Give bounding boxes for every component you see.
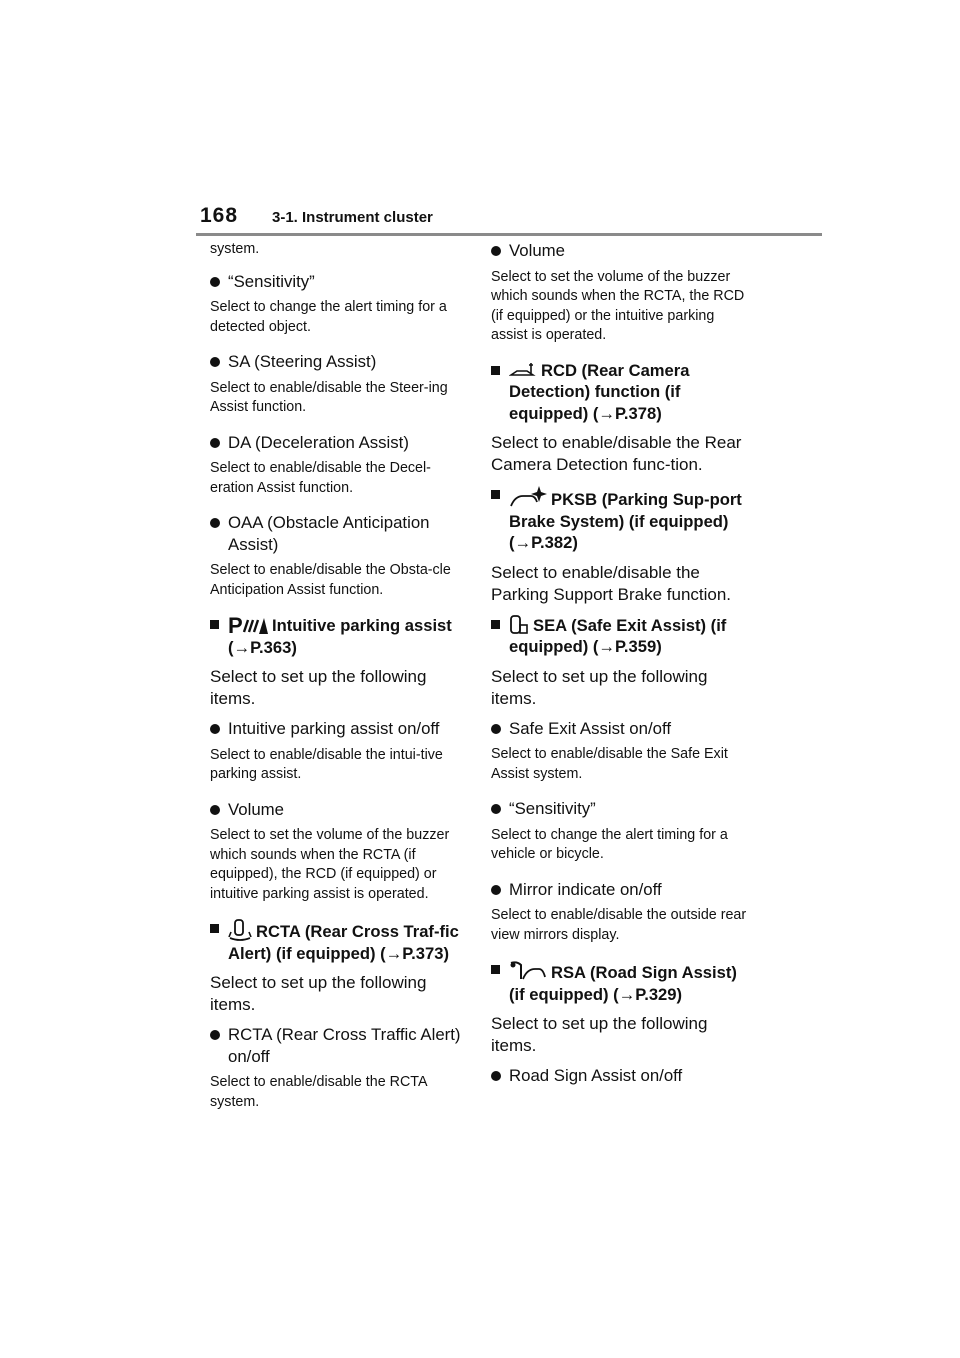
heading-rcta [210, 918, 472, 964]
description: Select to enable/disable the Obsta-cle Anticipation Assist function. [210, 562, 451, 598]
heading-text: Intuitive parking assist (→P.363) [228, 616, 452, 657]
square-bullet [491, 965, 500, 974]
heading-text: RCTA (Rear Cross Traf-fic Alert) (if equipped) (→P.373) [228, 922, 459, 963]
heading-intuitive-parking [210, 614, 472, 658]
square-bullet [210, 924, 219, 933]
description: Select to change the alert timing for a vehicle or bicycle. [491, 826, 728, 862]
body-text: Select to set up the following items. [210, 667, 427, 708]
heading-text: RSA (Road Sign Assist) (if equipped) (→P.329) [509, 963, 737, 1004]
description: Select to enable/disable the Decel-eration Assist function. [210, 460, 431, 496]
svg-text:P: P [228, 614, 243, 636]
description: Select to set the volume of the buzzer which sounds when the RCTA (if equipped), the RCD (if equipped) or intuitive parking assist is operated. [210, 827, 450, 902]
bullet-intuitive-parking-onoff: Intuitive parking assist on/off [210, 718, 472, 740]
bullet-volume: Volume [210, 799, 472, 821]
parking-assist-icon [228, 614, 268, 636]
body-text: Select to set up the following items. [491, 666, 708, 708]
right-column [491, 240, 753, 1093]
square-bullet [491, 366, 500, 375]
body-text: Select to set up the following items. [210, 973, 427, 1014]
header-rule [196, 233, 822, 236]
description: Select to enable/disable the RCTA system. [210, 1074, 427, 1110]
description: Select to enable/disable the Steer-ing Assist function. [210, 379, 448, 415]
page-number: 168 [200, 204, 239, 227]
square-bullet [210, 620, 219, 629]
description: Select to enable/disable the Safe Exit Assist system. [491, 746, 728, 782]
bullet-sea-onoff: Safe Exit Assist on/off [491, 718, 753, 740]
description: Select to change the alert timing for a detected object. [210, 299, 447, 335]
description: Select to enable/disable the outside rear view mirrors display. [491, 907, 747, 943]
heading-rcd [491, 360, 753, 425]
description: system. [210, 241, 260, 257]
left-column [210, 240, 472, 1126]
rsa-icon [509, 959, 547, 983]
body-text: Select to enable/disable the Parking Support Brake function. [491, 562, 732, 604]
heading-rsa [491, 959, 753, 1005]
sea-icon [509, 614, 529, 636]
bullet-rsa-onoff: Road Sign Assist on/off [491, 1065, 753, 1087]
square-bullet [491, 620, 500, 629]
body-text: Select to set up the following items. [491, 1014, 708, 1055]
bullet-sensitivity: “Sensitivity” [210, 271, 472, 293]
rcd-icon [509, 361, 537, 381]
description: Select to enable/disable the intui-tive parking assist. [210, 746, 443, 782]
bullet-deceleration-assist: DA (Deceleration Assist) [210, 432, 472, 454]
square-bullet [491, 490, 500, 499]
heading-text: SEA (Safe Exit Assist) (if equipped) (→P.359) [509, 615, 727, 656]
heading-text: RCD (Rear Camera Detection) function (if equipped) (→P.378) [509, 360, 690, 423]
heading-text: PKSB (Parking Sup-port Brake System) (if equipped) (→P.382) [509, 490, 742, 552]
rcta-icon [228, 918, 252, 942]
bullet-rcta-onoff: RCTA (Rear Cross Traffic Alert) on/off [210, 1024, 472, 1067]
heading-pksb [491, 484, 753, 554]
bullet-steering-assist: SA (Steering Assist) [210, 351, 472, 373]
section-title: 3-1. Instrument cluster [272, 209, 433, 226]
body-text: Select to enable/disable the Rear Camera Detection func-tion. [491, 433, 742, 474]
pksb-icon [509, 484, 547, 510]
bullet-obstacle-anticipation: OAA (Obstacle Anticipation Assist) [210, 512, 472, 555]
bullet-mirror-indicate: Mirror indicate on/off [491, 879, 753, 901]
heading-sea [491, 614, 753, 658]
bullet-volume: Volume [491, 240, 753, 262]
description: Select to set the volume of the buzzer which sounds when the RCTA, the RCD (if equipped) or the intuitive parking assist is operated. [491, 268, 745, 343]
bullet-sensitivity: “Sensitivity” [491, 798, 753, 820]
